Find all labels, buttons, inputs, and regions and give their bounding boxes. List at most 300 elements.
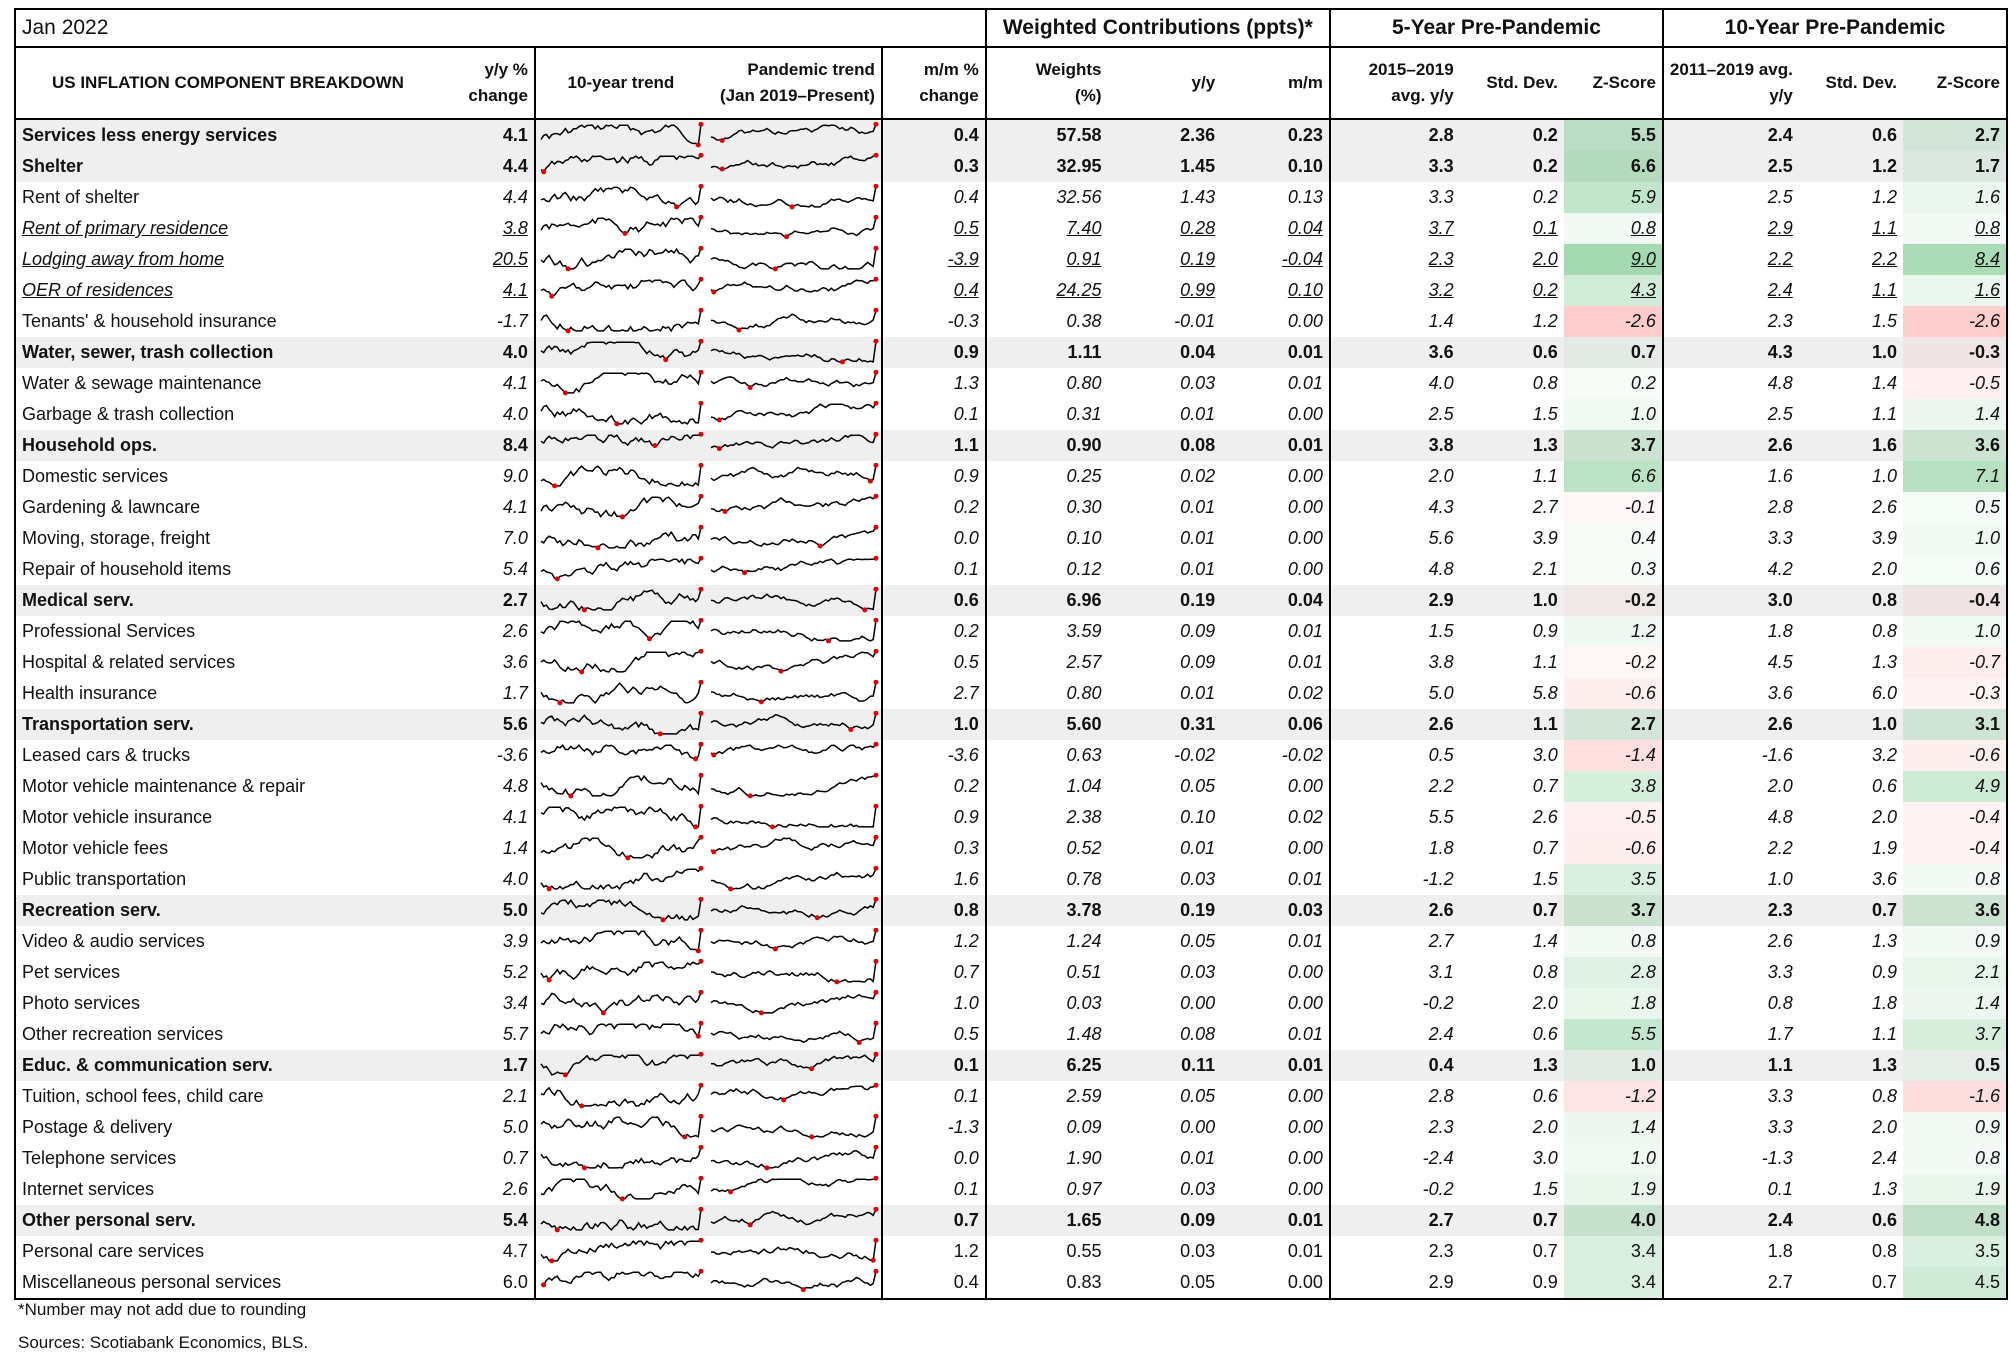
ten-year-sparkline-chart	[538, 339, 704, 366]
ten-year-z: 4.9	[1903, 771, 2007, 802]
component-name: Domestic services	[15, 461, 412, 492]
five-year-sd: 2.0	[1532, 249, 1558, 269]
yy-change: 4.1	[412, 802, 535, 833]
pandemic-sparkline	[706, 151, 882, 182]
contrib-mm: 0.00	[1221, 771, 1330, 802]
table-row	[15, 1205, 2007, 1236]
weight: 7.40	[1066, 218, 1102, 238]
contrib-mm: 0.01	[1221, 1205, 1330, 1236]
table-row	[15, 678, 2007, 709]
contrib-yy: 0.00	[1180, 1117, 1216, 1137]
five-year-z: -2.6	[1564, 306, 1663, 337]
ten-year-sparkline	[535, 244, 706, 275]
pandemic-sparkline	[706, 1019, 882, 1050]
contrib-yy: 0.08	[1180, 1024, 1216, 1044]
contrib-mm: 0.03	[1221, 895, 1330, 926]
contrib-mm: 0.00	[1221, 1112, 1330, 1143]
five-year-avg: 5.0	[1428, 683, 1454, 703]
five-year-z: -0.6	[1564, 833, 1663, 864]
contrib-mm: 0.10	[1221, 151, 1330, 182]
ten-year-sd: 2.4	[1871, 1148, 1897, 1168]
ten-year-avg: 2.5	[1767, 404, 1793, 424]
five-year-z: 4.3	[1564, 275, 1663, 306]
pandemic-sparkline	[706, 244, 882, 275]
contrib-yy: 0.28	[1180, 218, 1216, 238]
ten-year-sparkline	[535, 1050, 706, 1081]
ten-year-avg: 2.2	[1767, 249, 1793, 269]
header-ten-year-avg	[1663, 47, 1799, 119]
ten-year-sparkline-chart	[538, 184, 704, 211]
mm-change: 0.5	[882, 213, 986, 244]
yy-change: -1.7	[412, 306, 535, 337]
ten-year-sparkline	[535, 616, 706, 647]
header-contrib-mm: m/m	[1221, 47, 1330, 119]
yy-change: 5.7	[412, 1019, 535, 1050]
header-pandemic-trend	[706, 47, 882, 119]
ten-year-avg: 2.2	[1767, 838, 1793, 858]
contrib-mm: 0.04	[1221, 213, 1330, 244]
five-year-avg: 2.9	[1428, 590, 1454, 610]
ten-year-sparkline-chart	[538, 525, 704, 552]
pandemic-sparkline	[706, 368, 882, 399]
mm-change: 0.6	[882, 585, 986, 616]
contrib-yy: 0.08	[1180, 435, 1216, 455]
weight: 0.80	[1066, 683, 1102, 703]
contrib-mm: 0.00	[1221, 1267, 1330, 1299]
table-row	[15, 275, 2007, 306]
yy-change: 4.4	[412, 151, 535, 182]
five-year-z: 3.7	[1564, 895, 1663, 926]
contrib-yy: 0.05	[1180, 931, 1216, 951]
contrib-mm: 0.01	[1221, 616, 1330, 647]
component-name: Professional Services	[15, 616, 412, 647]
ten-year-sparkline-chart	[538, 1052, 704, 1079]
five-year-z: 5.9	[1564, 182, 1663, 213]
ten-year-avg: 2.5	[1767, 156, 1793, 176]
ten-year-sparkline-chart	[538, 866, 704, 893]
five-year-sd: 1.1	[1532, 466, 1558, 486]
ten-year-sd: 1.8	[1871, 993, 1897, 1013]
component-name: Lodging away from home	[15, 244, 412, 275]
ten-year-z: 0.8	[1903, 864, 2007, 895]
ten-year-avg: 2.4	[1767, 1210, 1793, 1230]
pandemic-sparkline-chart	[708, 587, 879, 614]
five-year-avg: -0.2	[1422, 993, 1454, 1013]
table-row	[15, 802, 2007, 833]
ten-year-sparkline	[535, 1143, 706, 1174]
five-year-sd: 0.8	[1532, 962, 1558, 982]
pandemic-sparkline	[706, 182, 882, 213]
ten-year-sd: 2.2	[1871, 249, 1897, 269]
pandemic-sparkline	[706, 213, 882, 244]
component-name: Recreation serv.	[15, 895, 412, 926]
mm-change: 0.1	[882, 554, 986, 585]
five-year-avg: 0.4	[1428, 1055, 1454, 1075]
ten-year-sd: 2.6	[1871, 497, 1897, 517]
ten-year-sparkline	[535, 740, 706, 771]
five-year-z: 2.7	[1564, 709, 1663, 740]
contrib-mm: 0.00	[1221, 957, 1330, 988]
five-year-avg: 2.7	[1428, 1210, 1454, 1230]
ten-year-sd: 0.6	[1871, 1210, 1897, 1230]
table-row	[15, 523, 2007, 554]
ten-year-sparkline-chart	[538, 401, 704, 428]
pandemic-sparkline-chart	[708, 804, 879, 831]
five-year-sd: 0.1	[1532, 218, 1558, 238]
ten-year-sd: 3.6	[1871, 869, 1897, 889]
weight: 2.38	[1066, 807, 1102, 827]
contrib-yy: 0.05	[1180, 776, 1216, 796]
pandemic-sparkline-chart	[708, 339, 879, 366]
ten-year-sd: 0.6	[1871, 125, 1897, 145]
ten-year-avg: 2.3	[1767, 311, 1793, 331]
contrib-mm: 0.00	[1221, 523, 1330, 554]
five-year-z: 1.0	[1564, 1050, 1663, 1081]
weight: 0.97	[1066, 1179, 1102, 1199]
ten-year-sparkline-chart	[538, 463, 704, 490]
pandemic-sparkline-chart	[708, 680, 879, 707]
five-year-avg: 2.8	[1428, 1086, 1454, 1106]
ten-year-sd: 2.0	[1871, 807, 1897, 827]
mm-change: 0.1	[882, 1050, 986, 1081]
date-label: Jan 2022	[15, 9, 882, 47]
pandemic-sparkline	[706, 709, 882, 740]
yy-change: 7.0	[412, 523, 535, 554]
ten-year-sd: 1.1	[1871, 280, 1897, 300]
pandemic-sparkline	[706, 833, 882, 864]
pandemic-sparkline	[706, 1267, 882, 1299]
ten-year-sparkline-chart	[538, 773, 704, 800]
pandemic-sparkline	[706, 1205, 882, 1236]
contrib-mm: 0.01	[1221, 1019, 1330, 1050]
contrib-mm: 0.10	[1221, 275, 1330, 306]
pandemic-sparkline	[706, 306, 882, 337]
mm-change: 0.5	[882, 647, 986, 678]
ten-year-sparkline	[535, 647, 706, 678]
yy-change: 3.8	[412, 213, 535, 244]
pandemic-sparkline-chart	[708, 1114, 879, 1141]
ten-year-sd: 0.9	[1871, 962, 1897, 982]
component-name: Water & sewage maintenance	[15, 368, 412, 399]
ten-year-sd: 1.4	[1871, 373, 1897, 393]
five-year-avg: -1.2	[1422, 869, 1454, 889]
weight: 2.57	[1066, 652, 1102, 672]
ten-year-sd: 1.2	[1871, 156, 1897, 176]
ten-year-sparkline	[535, 430, 706, 461]
contrib-mm: 0.06	[1221, 709, 1330, 740]
header-five-year-avg-line-2: avg. y/y	[1391, 86, 1454, 105]
contrib-yy: 0.05	[1108, 1267, 1222, 1299]
pandemic-sparkline	[706, 1050, 882, 1081]
ten-year-sparkline	[535, 1205, 706, 1236]
ten-year-sparkline	[535, 492, 706, 523]
yy-change: 4.0	[412, 337, 535, 368]
ten-year-z: -0.6	[1903, 740, 2007, 771]
component-name: Educ. & communication serv.	[15, 1050, 412, 1081]
five-year-z: -1.2	[1564, 1081, 1663, 1112]
ten-year-z: 2.1	[1903, 957, 2007, 988]
contrib-yy: 0.19	[1180, 590, 1216, 610]
ten-year-z: -0.3	[1903, 678, 2007, 709]
ten-year-sd: 1.0	[1871, 714, 1897, 734]
five-year-sd: 2.0	[1532, 1117, 1558, 1137]
contrib-mm: 0.01	[1221, 647, 1330, 678]
five-year-z: 0.3	[1564, 554, 1663, 585]
pandemic-sparkline	[706, 647, 882, 678]
ten-year-sparkline-chart	[538, 153, 704, 180]
mm-change: 0.1	[882, 1174, 986, 1205]
ten-year-sparkline	[535, 337, 706, 368]
yy-change: 2.1	[412, 1081, 535, 1112]
table-row	[15, 957, 2007, 988]
five-year-sd: 0.2	[1532, 187, 1558, 207]
five-year-sd: 0.2	[1532, 156, 1558, 176]
ten-year-z: 4.5	[1903, 1267, 2007, 1299]
data-table	[14, 8, 2008, 1300]
contrib-yy: 0.01	[1180, 528, 1216, 548]
pandemic-sparkline	[706, 337, 882, 368]
weight: 0.31	[1066, 404, 1102, 424]
ten-year-sd: 3.9	[1871, 528, 1897, 548]
table-row	[15, 1050, 2007, 1081]
header-weights-line-2: (%)	[1075, 86, 1102, 105]
weight: 1.48	[1066, 1024, 1102, 1044]
five-year-z: 1.0	[1564, 1143, 1663, 1174]
ten-year-avg: 2.3	[1767, 900, 1793, 920]
component-name: OER of residences	[15, 275, 412, 306]
contrib-yy: 0.01	[1180, 838, 1216, 858]
five-year-z: -0.5	[1564, 802, 1663, 833]
contrib-mm: 0.23	[1221, 119, 1330, 151]
pandemic-sparkline	[706, 119, 882, 151]
contrib-yy: 0.09	[1180, 1210, 1216, 1230]
ten-year-sparkline-chart	[538, 246, 704, 273]
yy-change: 3.9	[412, 926, 535, 957]
ten-year-sd: 3.2	[1871, 745, 1897, 765]
ten-year-sparkline-chart	[538, 990, 704, 1017]
ten-year-z: 0.5	[1903, 492, 2007, 523]
five-year-sd: 3.0	[1532, 1148, 1558, 1168]
component-name: Public transportation	[15, 864, 412, 895]
table-row	[15, 554, 2007, 585]
ten-year-avg: 2.7	[1663, 1267, 1799, 1299]
pandemic-sparkline-chart	[708, 246, 879, 273]
component-name: Leased cars & trucks	[15, 740, 412, 771]
weight: 1.65	[1066, 1210, 1102, 1230]
five-year-z: 3.4	[1564, 1236, 1663, 1267]
five-year-sd: 0.7	[1532, 776, 1558, 796]
mm-change: 1.0	[882, 709, 986, 740]
ten-year-z: 7.1	[1903, 461, 2007, 492]
pandemic-sparkline-chart	[708, 401, 879, 428]
component-name: Transportation serv.	[15, 709, 412, 740]
ten-year-avg: 2.4	[1767, 280, 1793, 300]
ten-year-avg: 4.8	[1767, 807, 1793, 827]
table-row	[15, 1019, 2007, 1050]
table-row	[15, 1143, 2007, 1174]
ten-year-avg: 4.3	[1767, 342, 1793, 362]
table-row	[15, 988, 2007, 1019]
header-mm-change-line-2: change	[919, 86, 979, 105]
ten-year-sparkline	[535, 1081, 706, 1112]
component-name: Tuition, school fees, child care	[15, 1081, 412, 1112]
table-row	[15, 368, 2007, 399]
ten-year-sparkline	[535, 895, 706, 926]
contrib-mm: 0.01	[1221, 430, 1330, 461]
ten-year-sparkline	[535, 151, 706, 182]
contrib-mm: 0.00	[1221, 306, 1330, 337]
five-year-avg: 2.2	[1428, 776, 1454, 796]
five-year-avg: 4.3	[1428, 497, 1454, 517]
weight: 0.63	[1066, 745, 1102, 765]
component-name: Postage & delivery	[15, 1112, 412, 1143]
ten-year-sparkline	[535, 523, 706, 554]
five-year-avg: 1.4	[1428, 311, 1454, 331]
ten-year-sparkline	[535, 957, 706, 988]
ten-year-sparkline	[535, 306, 706, 337]
five-year-sd: 0.6	[1532, 1024, 1558, 1044]
weight: 6.96	[1066, 590, 1102, 610]
contrib-yy: 0.01	[1180, 404, 1216, 424]
yy-change: 2.6	[412, 616, 535, 647]
pandemic-sparkline-chart	[708, 959, 879, 986]
weight: 0.25	[1066, 466, 1102, 486]
ten-year-z: 3.6	[1903, 895, 2007, 926]
ten-year-avg: 2.6	[1767, 714, 1793, 734]
weight: 0.10	[1066, 528, 1102, 548]
table-row	[15, 1236, 2007, 1267]
contrib-mm: 0.01	[1221, 1236, 1330, 1267]
ten-year-sparkline-chart	[538, 1176, 704, 1203]
footnote-rounding: *Number may not add due to rounding	[18, 1300, 307, 1319]
ten-year-avg: 1.0	[1767, 869, 1793, 889]
five-year-z: 1.0	[1564, 399, 1663, 430]
weight: 0.78	[1066, 869, 1102, 889]
ten-year-sparkline-chart	[538, 122, 704, 149]
ten-year-sd: 1.0	[1871, 342, 1897, 362]
five-year-avg: 3.3	[1428, 156, 1454, 176]
pandemic-sparkline	[706, 616, 882, 647]
five-year-z: 1.8	[1564, 988, 1663, 1019]
five-year-avg: 3.3	[1428, 187, 1454, 207]
ten-year-sd: 2.0	[1871, 559, 1897, 579]
ten-year-sparkline	[535, 833, 706, 864]
component-name: Household ops.	[15, 430, 412, 461]
weight: 32.95	[1056, 156, 1102, 176]
ten-year-sd: 2.0	[1871, 1117, 1897, 1137]
ten-year-avg: 1.7	[1767, 1024, 1793, 1044]
table-row	[15, 337, 2007, 368]
five-year-sd: 1.3	[1532, 1055, 1558, 1075]
ten-year-sparkline-chart	[538, 432, 704, 459]
weight: 32.56	[1056, 187, 1102, 207]
table-row	[15, 771, 2007, 802]
pandemic-sparkline	[706, 585, 882, 616]
pandemic-sparkline-chart	[708, 897, 879, 924]
five-year-z: 3.5	[1564, 864, 1663, 895]
component-name: Health insurance	[15, 678, 412, 709]
pandemic-sparkline	[706, 678, 882, 709]
pandemic-sparkline-chart	[708, 618, 879, 645]
five-year-z: 0.8	[1564, 926, 1663, 957]
ten-year-sd: 1.5	[1871, 311, 1897, 331]
five-year-sd: 1.4	[1532, 931, 1558, 951]
pandemic-sparkline	[706, 1081, 882, 1112]
pandemic-sparkline-chart	[708, 649, 879, 676]
five-year-z: 0.8	[1564, 213, 1663, 244]
ten-year-sparkline-chart	[538, 277, 704, 304]
mm-change: 1.0	[882, 988, 986, 1019]
contrib-yy: 0.03	[1180, 869, 1216, 889]
pandemic-sparkline-chart	[708, 370, 879, 397]
ten-year-z: -2.6	[1903, 306, 2007, 337]
mm-change: 1.2	[882, 926, 986, 957]
ten-year-sparkline	[535, 864, 706, 895]
component-name: Repair of household items	[15, 554, 412, 585]
contrib-yy: -0.01	[1174, 311, 1216, 331]
header-ten-year-sd: Std. Dev.	[1799, 47, 1903, 119]
ten-year-z: 2.7	[1903, 119, 2007, 151]
mm-change: -3.9	[882, 244, 986, 275]
ten-year-z: 0.8	[1903, 213, 2007, 244]
ten-year-sparkline	[535, 1267, 706, 1299]
five-year-sd: 2.0	[1532, 993, 1558, 1013]
component-name: Video & audio services	[15, 926, 412, 957]
mm-change: 0.7	[882, 957, 986, 988]
contrib-yy: 0.19	[1180, 249, 1216, 269]
five-year-sd: 0.7	[1532, 900, 1558, 920]
mm-change: 0.2	[882, 492, 986, 523]
weight: 1.90	[1066, 1148, 1102, 1168]
mm-change: 0.0	[882, 523, 986, 554]
ten-year-z: -0.7	[1903, 647, 2007, 678]
contrib-yy: 0.03	[1180, 1179, 1216, 1199]
header-component: US INFLATION COMPONENT BREAKDOWN	[15, 47, 412, 119]
table-row	[15, 895, 2007, 926]
ten-year-sparkline-chart	[538, 928, 704, 955]
mm-change: 0.8	[882, 895, 986, 926]
table-row	[15, 182, 2007, 213]
yy-change: 6.0	[412, 1267, 535, 1299]
ten-year-sd: 1.6	[1871, 435, 1897, 455]
yy-change: 2.7	[412, 585, 535, 616]
five-year-sd: 3.0	[1532, 745, 1558, 765]
ten-year-sd: 1.1	[1871, 218, 1897, 238]
ten-year-sd: 0.7	[1871, 900, 1897, 920]
ten-year-avg: 3.0	[1767, 590, 1793, 610]
contrib-yy: 0.00	[1180, 993, 1216, 1013]
yy-change: 4.1	[412, 492, 535, 523]
pandemic-sparkline	[706, 957, 882, 988]
five-year-avg: 5.6	[1428, 528, 1454, 548]
table-row	[15, 213, 2007, 244]
contrib-yy: 0.10	[1180, 807, 1216, 827]
five-year-z: 6.6	[1564, 151, 1663, 182]
table-row	[15, 926, 2007, 957]
five-year-avg: 2.3	[1428, 249, 1454, 269]
pandemic-sparkline-chart	[708, 122, 879, 149]
contrib-mm: 0.00	[1221, 1081, 1330, 1112]
pandemic-sparkline-chart	[708, 1176, 879, 1203]
yy-change: 4.8	[412, 771, 535, 802]
mm-change: 1.3	[882, 368, 986, 399]
footnote-sources: Sources: Scotiabank Economics, BLS.	[18, 1333, 309, 1352]
table-row	[15, 585, 2007, 616]
table-row	[15, 151, 2007, 182]
component-name: Garbage & trash collection	[15, 399, 412, 430]
table-row	[15, 647, 2007, 678]
five-year-z: -0.6	[1564, 678, 1663, 709]
